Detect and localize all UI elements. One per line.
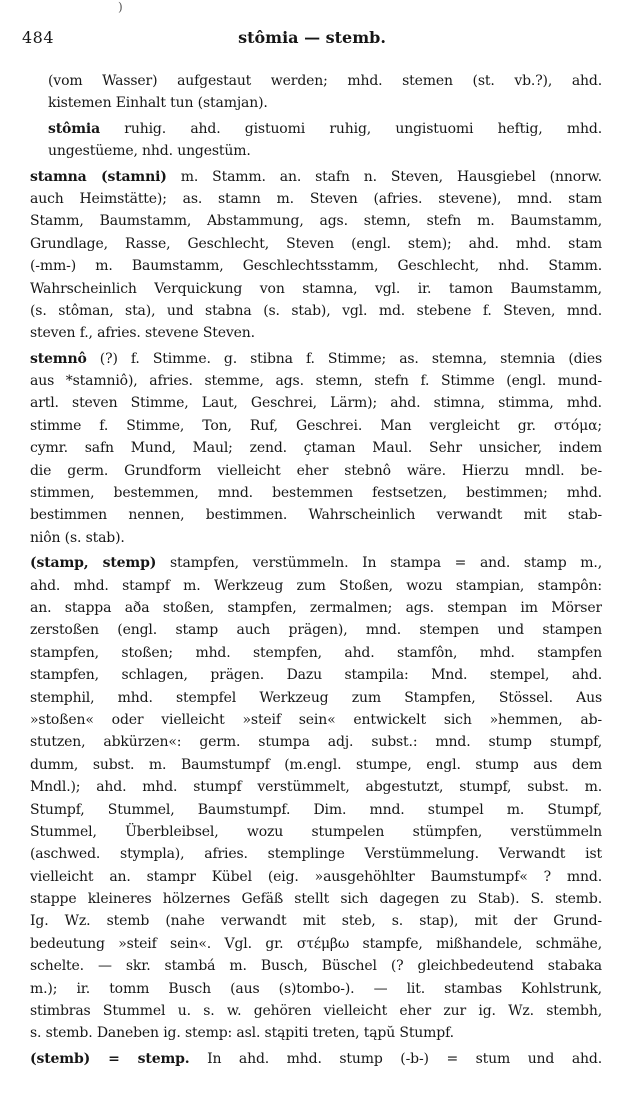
text-line bbox=[30, 978, 602, 1000]
text-line bbox=[30, 322, 602, 344]
text-line bbox=[30, 188, 602, 210]
line-text: die germ. Grundform vielleicht eher stebnô wäre. Hierzu mndl. be- bbox=[30, 462, 602, 479]
dictionary-entry bbox=[30, 1048, 602, 1070]
line-text: stimbras Stummel u. s. w. gehören vielleicht eher zur ig. Wz. stembh, bbox=[30, 1003, 602, 1020]
text-line bbox=[30, 527, 602, 549]
text-line bbox=[30, 504, 602, 526]
line-text: niôn (s. stab). bbox=[30, 529, 125, 546]
text-line bbox=[30, 233, 602, 255]
text-line bbox=[30, 843, 602, 865]
text-line bbox=[30, 552, 602, 574]
line-text: s. stemb. Daneben ig. stemp: asl. stąpiti treten, tąpŭ Stumpf. bbox=[30, 1025, 454, 1042]
text-line bbox=[30, 415, 602, 437]
text-line bbox=[30, 888, 602, 910]
line-text: cymr. safn Mund, Maul; zend. ҫtaman Maul. Sehr unsicher, indem bbox=[30, 440, 602, 457]
line-text: schelte. — skr. stambá m. Busch, Büschel (? gleichbedeutend stabaka bbox=[30, 958, 602, 975]
text-line bbox=[30, 687, 602, 709]
text-line bbox=[30, 821, 602, 843]
line-text: vielleicht an. stampr Kübel (eig. »ausgehöhlter Baumstumpf« ? mnd. bbox=[30, 868, 602, 885]
line-text: (aschwed. stympla), afries. stemplinge Verstümmelung. Verwandt ist bbox=[30, 846, 602, 863]
line-text: stampfen, schlagen, prägen. Dazu stampila: Mnd. stempel, ahd. bbox=[30, 667, 602, 684]
dictionary-entry bbox=[30, 166, 602, 345]
text-line bbox=[30, 597, 602, 619]
line-text: (vom Wasser) aufgestaut werden; mhd. stemen (st. vb.?), ahd. bbox=[48, 73, 602, 89]
text-line bbox=[30, 866, 602, 888]
text-line bbox=[30, 955, 602, 977]
text-line bbox=[30, 731, 602, 753]
line-text: stimme f. Stimme, Ton, Ruf, Geschrei. Man vergleicht gr. στόμα; bbox=[30, 417, 602, 434]
line-text: dumm, subst. m. Baumstumpf (m.engl. stumpe, engl. stump aus dem bbox=[30, 756, 602, 773]
entry-headword: (stamp, stemp) bbox=[30, 555, 157, 572]
line-text: Wahrscheinlich Verquickung von stamna, vgl. ir. tamon Baumstamm, bbox=[30, 280, 602, 297]
text-line bbox=[30, 255, 602, 277]
dictionary-entry bbox=[30, 118, 602, 163]
text-line bbox=[30, 799, 602, 821]
text-line bbox=[30, 460, 602, 482]
entry-headword: stamna (stamni) bbox=[30, 168, 167, 185]
line-text: (s. stôman, sta), und stabna (s. stab), vgl. md. stebene f. Steven, mnd. bbox=[30, 302, 602, 319]
line-text: m. Stamm. an. stafn n. Steven, Hausgiebel (nnorw. bbox=[166, 168, 602, 185]
margin-mark: ) bbox=[118, 0, 123, 14]
text-line bbox=[30, 1022, 602, 1044]
line-text: an. stappa aða stoßen, stampfen, zermalmen; ags. stempan im Mörser bbox=[30, 599, 602, 616]
text-line bbox=[30, 619, 602, 641]
text-line bbox=[30, 210, 602, 232]
line-text: kistemen Einhalt tun (stamjan). bbox=[48, 95, 268, 112]
page-header bbox=[22, 28, 602, 52]
text-line bbox=[30, 118, 602, 140]
text-line bbox=[30, 482, 602, 504]
line-text: Mndl.); ahd. mhd. stumpf verstümmelt, abgestutzt, stumpf, subst. m. bbox=[30, 779, 602, 796]
line-text: Ig. Wz. stemb (nahe verwandt mit steb, s. stap), mit der Grund- bbox=[30, 913, 602, 930]
line-text: »stoßen« oder vielleicht »steif sein« entwickelt sich »hemmen, ab- bbox=[30, 711, 602, 728]
entry-headword: (stemb) = stemp. bbox=[30, 1050, 190, 1067]
text-line bbox=[30, 642, 602, 664]
line-text: bedeutung »steif sein«. Vgl. gr. στέμβω stampfe, mißhandele, schmähe, bbox=[30, 935, 602, 952]
line-text: Stumpf, Stummel, Baumstumpf. Dim. mnd. stumpel m. Stumpf, bbox=[30, 801, 602, 818]
text-line bbox=[30, 754, 602, 776]
page-number: 484 bbox=[22, 28, 55, 47]
text-line bbox=[30, 933, 602, 955]
line-text: Stamm, Baumstamm, Abstammung, ags. stemn, stefn m. Baumstamm, bbox=[30, 213, 602, 230]
text-line bbox=[30, 166, 602, 188]
dictionary-entry bbox=[30, 70, 602, 115]
text-line bbox=[30, 92, 602, 114]
dictionary-entry bbox=[30, 552, 602, 1045]
line-text: (-mm-) m. Baumstamm, Geschlechtsstamm, Geschlecht, nhd. Stamm. bbox=[30, 258, 602, 275]
text-line bbox=[30, 278, 602, 300]
line-text: stampfen, stoßen; mhd. stempfen, ahd. stamfôn, mhd. stampfen bbox=[30, 644, 602, 661]
running-head: stômia — stemb. bbox=[238, 28, 386, 47]
line-text: stappe kleineres hölzernes Gefäß stellt sich dagegen zu Stab). S. stemb. bbox=[30, 891, 602, 908]
text-line bbox=[30, 709, 602, 731]
text-line bbox=[30, 1048, 602, 1070]
line-text: artl. steven Stimme, Laut, Geschrei, Lärm); ahd. stimna, stimma, mhd. bbox=[30, 395, 602, 412]
line-text: aus *stamniô), afries. stemme, ags. stemn, stefn f. Stimme (engl. mund- bbox=[30, 373, 602, 390]
line-text: ruhig. ahd. gistuomi ruhig, ungistuomi heftig, mhd. bbox=[100, 120, 602, 137]
line-text: In ahd. mhd. stump (-b-) = stum und ahd. bbox=[189, 1050, 602, 1067]
line-text: auch Heimstätte); as. stamn m. Steven (afries. stevene), mnd. stam bbox=[30, 190, 602, 207]
entries-body bbox=[30, 70, 602, 1070]
line-text: bestimmen nennen, bestimmen. Wahrscheinlich verwandt mit stab- bbox=[30, 507, 602, 524]
text-line bbox=[30, 300, 602, 322]
line-text: ungestüeme, nhd. ungestüm. bbox=[48, 143, 251, 160]
line-text: Stummel, Überbleibsel, wozu stumpelen stümpfen, verstümmeln bbox=[30, 823, 602, 840]
text-line bbox=[30, 776, 602, 798]
line-text: (?) f. Stimme. g. stibna f. Stimme; as. stemna, stemnia (dies bbox=[86, 350, 602, 367]
text-line bbox=[30, 392, 602, 414]
line-text: stemphil, mhd. stempfel Werkzeug zum Stampfen, Stössel. Aus bbox=[30, 689, 602, 706]
text-line bbox=[30, 1000, 602, 1022]
text-line bbox=[30, 437, 602, 459]
text-line bbox=[30, 664, 602, 686]
line-text: m.); ir. tomm Busch (aus (s)tombo-). — lit. stambas Kohlstrunk, bbox=[30, 980, 602, 997]
line-text: Grundlage, Rasse, Geschlecht, Steven (engl. stem); ahd. mhd. stam bbox=[30, 235, 602, 252]
dictionary-entry bbox=[30, 348, 602, 550]
text-line bbox=[30, 140, 602, 162]
line-text: stimmen, bestemmen, mnd. bestemmen festsetzen, bestimmen; mhd. bbox=[30, 485, 602, 502]
line-text: stutzen, abkürzen«: germ. stumpa adj. subst.: mnd. stump stumpf, bbox=[30, 734, 602, 751]
line-text: steven f., afries. stevene Steven. bbox=[30, 325, 255, 342]
entry-headword: stemnô bbox=[30, 350, 87, 367]
line-text: zerstoßen (engl. stamp auch prägen), mnd. stempen und stampen bbox=[30, 622, 602, 639]
text-line bbox=[30, 910, 602, 932]
text-line bbox=[30, 575, 602, 597]
line-text: ahd. mhd. stampf m. Werkzeug zum Stoßen, wozu stampian, stampôn: bbox=[30, 577, 602, 594]
text-line bbox=[30, 348, 602, 370]
text-line bbox=[30, 370, 602, 392]
line-text: stampfen, verstümmeln. In stampa = and. stamp m., bbox=[156, 555, 602, 572]
entry-headword: stômia bbox=[48, 120, 100, 137]
text-line bbox=[30, 70, 602, 92]
